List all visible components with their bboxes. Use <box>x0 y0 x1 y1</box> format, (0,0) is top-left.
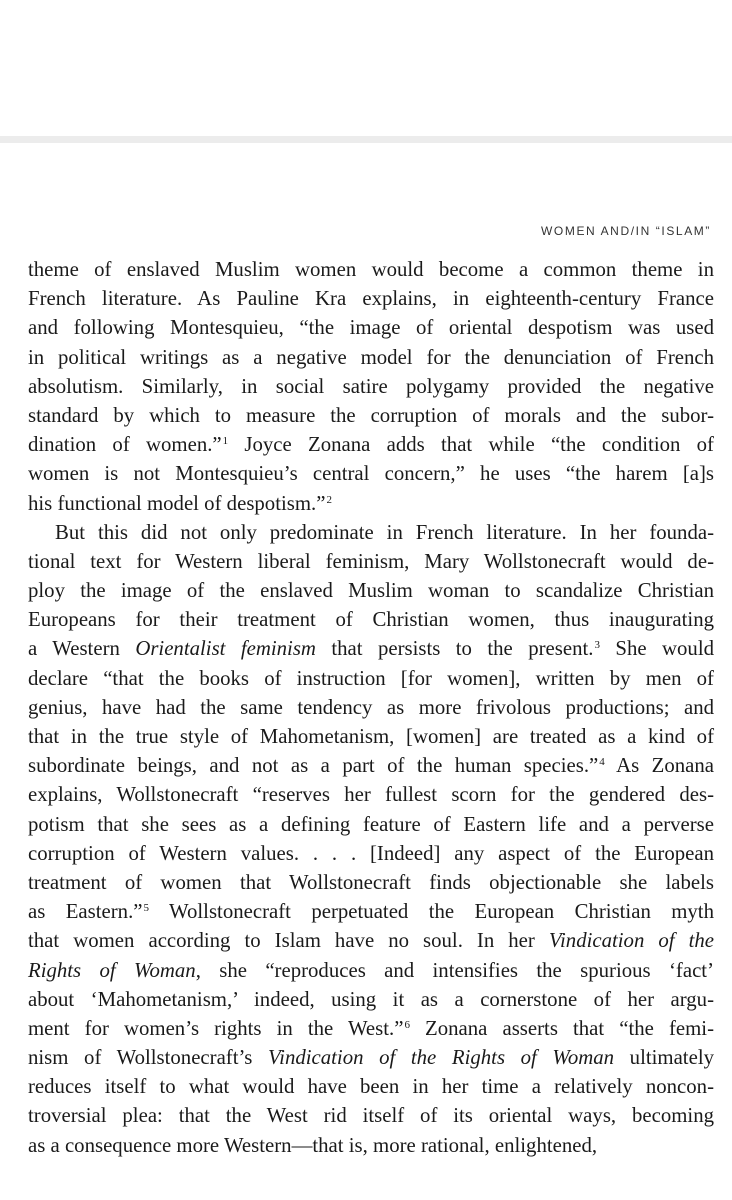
text-line <box>28 1101 714 1130</box>
text-run: absolutism. Similarly, in social satire polygamy provided the negative <box>28 374 714 398</box>
text-run: As Zonana <box>604 754 714 778</box>
text-run: that persists to the present. <box>315 637 594 661</box>
page-divider <box>0 136 732 143</box>
text-line <box>28 1014 714 1043</box>
text-run: as a consequence more Western—that is, more rational, enlightened, <box>28 1133 598 1157</box>
text-run: genius, have had the same tendency as more frivolous productions; and <box>28 695 714 719</box>
footnote-ref: 1 <box>222 435 229 448</box>
text-line <box>28 693 714 722</box>
text-run: , she “reproduces and intensifies the spurious ‘fact’ <box>195 958 714 982</box>
italic-title: Vindication of the <box>548 929 714 953</box>
text-run: troversial plea: that the West rid itself of its oriental ways, becoming <box>28 1104 714 1128</box>
text-line <box>28 985 714 1014</box>
text-run: ploy the image of the enslaved Muslim woman to scandalize Christian <box>28 579 714 603</box>
text-line <box>28 605 714 634</box>
text-run: that women according to Islam have no soul. In her <box>28 929 549 953</box>
text-line <box>28 547 714 576</box>
text-run: explains, Wollstonecraft “reserves her fullest scorn for the gendered des- <box>28 783 714 807</box>
text-run: potism that she sees as a defining feature of Eastern life and a perverse <box>28 812 714 836</box>
text-line <box>28 722 714 751</box>
footnote-ref: 5 <box>143 902 150 915</box>
text-run: reduces itself to what would have been in her time a relatively noncon- <box>28 1075 714 1099</box>
text-run: ultimately <box>614 1046 714 1070</box>
text-line <box>28 1131 714 1160</box>
text-run: ment for women’s rights in the West.” <box>28 1016 404 1040</box>
text-run: Joyce Zonana adds that while “the condition of <box>228 433 714 457</box>
text-line <box>28 518 714 547</box>
text-line <box>28 926 714 955</box>
text-line <box>28 1072 714 1101</box>
text-line <box>28 313 714 342</box>
footnote-ref: 6 <box>404 1018 410 1031</box>
paragraph <box>28 518 714 1160</box>
text-run: French literature. As Pauline Kra explains, in eighteenth-century France <box>28 287 714 311</box>
italic-title: Rights of Woman <box>28 958 196 982</box>
footnote-ref: 2 <box>326 493 332 506</box>
text-line <box>28 868 714 897</box>
text-line <box>28 576 714 605</box>
italic-title: Orientalist feminism <box>135 637 316 661</box>
text-run: declare “that the books of instruction [for women], written by men of <box>28 666 714 690</box>
footnote-ref: 3 <box>594 639 600 652</box>
text-run: subordinate beings, and not as a part of the human species.” <box>28 754 599 778</box>
text-run: about ‘Mahometanism,’ indeed, using it as a cornerstone of her argu- <box>28 987 714 1011</box>
text-line <box>28 430 714 459</box>
book-page <box>0 143 732 1200</box>
viewer-top-margin <box>0 0 732 136</box>
text-run: as Eastern.” <box>28 900 143 924</box>
text-line <box>28 751 714 780</box>
text-run: in political writings as a negative model for the denunciation of French <box>28 345 714 369</box>
text-run: But this did not only predominate in French literature. In her founda- <box>55 520 714 544</box>
text-run: Zonana asserts that “the femi- <box>409 1016 714 1040</box>
text-line <box>28 634 714 663</box>
text-run: Europeans for their treatment of Christian women, thus inaugurating <box>28 608 714 632</box>
text-run: and following Montesquieu, “the image of oriental despotism was used <box>28 316 714 340</box>
text-line <box>28 839 714 868</box>
text-run: tional text for Western liberal feminism, Mary Wollstonecraft would de- <box>28 549 714 573</box>
text-run: Wollstonecraft perpetuated the European Christian myth <box>149 900 714 924</box>
text-run: treatment of women that Wollstonecraft finds objectionable she labels <box>28 870 714 894</box>
text-run: theme of enslaved Muslim women would become a common theme in <box>28 258 714 281</box>
running-head: WOMEN AND/IN “ISLAM” <box>540 224 711 238</box>
text-line <box>28 664 714 693</box>
text-run: women is not Montesquieu’s central concern,” he uses “the harem [a]s <box>28 462 714 486</box>
text-run: nism of Wollstonecraft’s <box>28 1046 268 1070</box>
text-run: a Western <box>28 637 136 661</box>
text-run: that in the true style of Mahometanism, [women] are treated as a kind of <box>28 725 714 748</box>
text-run: dination of women.” <box>28 433 222 457</box>
text-line <box>28 343 714 372</box>
text-run: She would <box>599 637 714 661</box>
text-run: corruption of Western values. . . . [Indeed] any aspect of the European <box>28 841 714 865</box>
text-line <box>28 956 714 985</box>
text-line <box>28 780 714 809</box>
text-line <box>28 401 714 430</box>
footnote-ref: 4 <box>599 756 605 769</box>
text-run: standard by which to measure the corruption of morals and the subor- <box>28 403 714 427</box>
text-line <box>28 284 714 313</box>
text-line <box>28 810 714 839</box>
text-run: his functional model of despotism.” <box>28 491 326 515</box>
text-line <box>28 372 714 401</box>
body-text <box>28 255 714 1160</box>
text-line <box>28 489 714 518</box>
italic-title: Vindication of the Rights of Woman <box>268 1046 615 1070</box>
text-line <box>28 255 714 284</box>
text-line <box>28 897 714 926</box>
text-line <box>28 1043 714 1072</box>
text-line <box>28 459 714 488</box>
paragraph <box>28 255 714 518</box>
